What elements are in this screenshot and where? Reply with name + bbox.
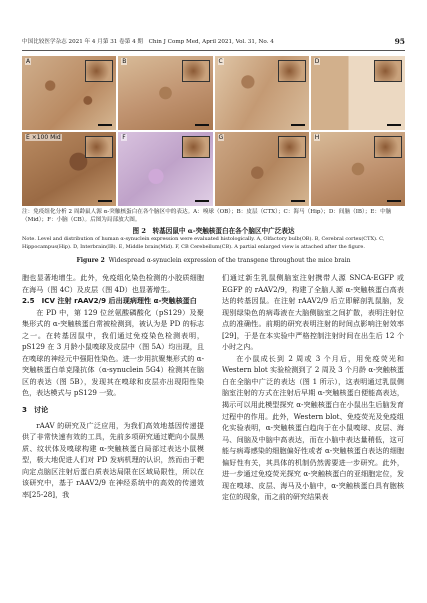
panel-label: A	[26, 58, 31, 65]
panel-label: G	[218, 134, 224, 141]
paragraph: rAAV 的研究及广泛应用，为我们高效地基因传递提供了非常快速有效的工具，先前多项研究通过靶向小鼠黑质、纹状体及嗅球构建 α-突触核蛋白局部过表达小鼠模型，极大地促进人们对 PD 发病机理的认识，然而由于靶向定点脑区注射后蛋白质表达局限在区域局限性，所以在该研究中，基于 rAAV2/9 在神经系统中的高效的传递效率[25-28]，我	[22, 420, 204, 499]
figure-title-en-label: Figure 2	[76, 257, 105, 264]
panel-label: H	[314, 134, 320, 141]
panel-label: E ×100 Mid	[26, 134, 61, 141]
paragraph: 胞也显著地增生。此外，免疫组化染色检测的小胶质细胞在海马（图 4C）及皮层（图 4D）也显著增生。	[22, 273, 204, 294]
panel-label: B	[122, 58, 127, 65]
scale-bar	[195, 124, 209, 126]
micrograph-panel	[118, 132, 212, 206]
running-header	[22, 36, 405, 48]
micrograph-panel	[215, 56, 309, 130]
magnified-inset	[278, 136, 306, 158]
right-column	[222, 272, 404, 503]
figure-title-cn: 图 2 转基因鼠中 α-突触核蛋白在各个脑区中广泛表达	[132, 227, 295, 235]
scale-bar	[291, 200, 305, 202]
panel-label: F	[122, 134, 126, 141]
scale-bar	[195, 200, 209, 202]
scale-bar	[98, 124, 112, 126]
magnified-inset	[85, 136, 113, 158]
micrograph-panel	[311, 56, 405, 130]
scale-bar	[387, 200, 401, 202]
micrograph-panel	[22, 132, 116, 206]
panel-label: C	[218, 58, 223, 65]
scale-bar	[387, 124, 401, 126]
figure-title-en-text: Widespread α-synuclein expression of the transgene throughout the mice brain	[108, 257, 351, 264]
figure-title-en	[22, 257, 405, 264]
page-number: 95	[394, 37, 405, 46]
magnified-inset	[374, 136, 402, 158]
figure-caption-en: Note. Level and distribution of human α-synuclein expression were evaluated histologically. A, Olfactory bulb(OB). B, Cerebral cortex(CTX). C, Hippocampus(Hip). D, Interbrain(IB). E, Middle brain(Mid). F, CB Cerebellum(CB). A partial enlarged view is attached after the figure.	[22, 236, 385, 250]
scale-bar	[291, 124, 305, 126]
micrograph-panel	[311, 132, 405, 206]
magnified-inset	[182, 136, 210, 158]
magnified-inset	[374, 60, 402, 82]
section-heading-3: 3 讨论	[22, 405, 49, 415]
paragraph: 在 PD 中，第 129 位丝氨酸磷酸化（pS129）及聚集形式的 α-突触核蛋白常被检测到，被认为是 PD 的标志之一。在转基因鼠中，我们通过免疫染色检测表明，pS129 在 3 月龄小鼠嗅球及皮层中（图 5A）均出现，且在嗅球的神经元中强阳性染色。进一步用抗聚集形式的 α-突触核蛋白单克隆抗体（α-synuclein 5G4）检测其在脑区的表达（图 5B），发现其在嗅球和皮层亦出现阳性染色，表达模式与 pS129 一致。	[22, 307, 204, 398]
header-rule	[22, 50, 405, 51]
left-column	[22, 272, 204, 500]
scale-bar	[98, 200, 112, 202]
micrograph-panel	[22, 56, 116, 130]
magnified-inset	[85, 60, 113, 82]
panel-label: D	[314, 58, 320, 65]
paragraph: 在小鼠成长到 2 周或 3 个月后，用免疫荧光和 Western blot 实验检测到了 2 周及 3 个月龄 α-突触核蛋白在全脑中广泛的表达（图 1 所示），这表明通过乳鼠侧脑室注射的方式在注射后早期 α-突触核蛋白便能高表达，揭示可以用此模型探究 α-突触核蛋白在小鼠出生后脑发育过程中的作用。此外，Western blot、免疫荧光及免疫组化实验表明，α-突触核蛋白趋向于在小鼠嗅球、皮层、海马、间脑及中脑中高表达，而在小脑中表达量稍低，这可能与病毒感染的细胞偏好性或者 α-突触核蛋白表达的细胞偏好性有关，其具体的机制仍然需要进一步研究。此外，进一步通过免疫荧光探究 α-突触核蛋白的亚细胞定位，发现在嗅球、皮层、海马及小脑中，α-突触核蛋白具有胞核定位的现象，而之前的研究结果表	[222, 353, 404, 502]
paragraph: 们通过新生乳鼠侧脑室注射携带人源 SNCA-EGFP 或 EGFP 的 rAAV2/9，构建了全脑人源 α-突触核蛋白高表达的转基因鼠。在注射 rAAV2/9 后立即解剖乳鼠脑，发现别绿染色的病毒液在大脑侧脑室之间扩散，表明注射位点的准确性。前期的研究表明注射的时间点影响注射效率[29]，于是在本实验中严格控制注射时间在出生后 12 个小时之内。	[222, 273, 404, 352]
magnified-inset	[278, 60, 306, 82]
figure-caption-cn: 注：免疫组化分析 2 周龄鼠人源 α-突触核蛋白在各个脑区中的表达。A：嗅球（OB）；B：皮层（CTX）；C：海马（Hip）；D：间脑（IB）；E：中脑（Mid）；F：小脑（CB）。后图为局部放大图。	[22, 209, 392, 223]
section-heading-2-5: 2.5 ICV 注射 rAAV2/9 后出现病理性 α-突触核蛋白	[22, 296, 197, 306]
micrograph-panel	[215, 132, 309, 206]
figure-2-micrographs	[22, 56, 405, 206]
micrograph-panel	[118, 56, 212, 130]
journal-info: 中国比较医学杂志 2021 年 4 月第 31 卷第 4 期 Chin J Comp Med, April 2021, Vol. 31, No. 4	[22, 39, 274, 45]
magnified-inset	[182, 60, 210, 82]
